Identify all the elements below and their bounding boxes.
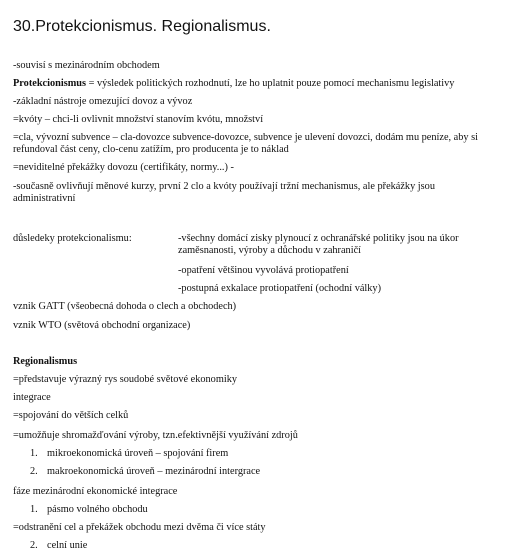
regionalism-line: =umožňuje shromažďování výroby, tzn.efektivnější využívání zdrojů (13, 430, 298, 441)
definition-line (13, 78, 498, 90)
point-line: =kvóty – chci-li ovlivnit množství stanovím kvótu, množství (13, 114, 264, 125)
list-number: 1. (30, 448, 38, 459)
consequence-item: -opatření většinou vyvolává protiopatření (178, 265, 349, 276)
regionalism-line: =představuje výrazný rys soudobé světové ekonomiky (13, 374, 237, 385)
list-item: pásmo volného obchodu (47, 504, 148, 515)
point-line: -základní nástroje omezující dovoz a vývoz (13, 96, 193, 107)
phases-heading: fáze mezinárodní ekonomické integrace (13, 486, 178, 497)
consequence-item: -všechny domácí zisky plynoucí z ochranářské politiky jsou na úkor zaměsnanosti, výroby a důchodu v zahraničí (178, 233, 459, 256)
list-item: mikroekonomická úroveň – spojování firem (47, 448, 229, 459)
list-item: makroekonomická úroveň – mezinárodní intergrace (47, 466, 261, 477)
point-line: -současně ovlivňují měnové kurzy, první 2 clo a kvóty používají tržní mechanismus, ale překážky jsou administrativní (13, 181, 435, 204)
consequence-item: -postupná exkalace protiopatření (ochodní války) (178, 283, 382, 294)
gatt-line: vznik GATT (všeobecná dohoda o clech a obchodech) (13, 301, 237, 312)
page-title: 30.Protekcionismus. Regionalismus. (13, 18, 271, 35)
list-item: celní unie (47, 540, 88, 551)
regionalism-line: =spojování do větších celků (13, 410, 129, 421)
intro-line: -souvisí s mezinárodním obchodem (13, 60, 160, 71)
section-heading: Regionalismus (13, 356, 78, 367)
definition-term: Protekcionismus (13, 78, 87, 89)
definition-text: = výsledek politických rozhodnutí, lze ho uplatnit pouze pomocí mechanismu legislativy (86, 78, 455, 89)
list-number: 1. (30, 504, 38, 515)
consequences-label: důsledeky protekcionalismu: (13, 233, 132, 244)
list-number: 2. (30, 466, 38, 477)
point-line: =cla, vývozní subvence – cla-dovozce subvence-dovozce, subvence je ulevení dovozci, dodám mu peníze, aby si refundoval část ceny, clo-cenu zatížím, pro producenta je to náklad (13, 132, 478, 155)
list-number: 2. (30, 540, 38, 551)
regionalism-line: integrace (13, 392, 51, 403)
wto-line: vznik WTO (světová obchodní organizace) (13, 320, 191, 331)
phase-note: =odstranění cel a překážek obchodu mezi dvěma či více státy (13, 522, 266, 533)
point-line: =neviditelné překážky dovozu (certifikáty, normy...) - (13, 162, 234, 173)
